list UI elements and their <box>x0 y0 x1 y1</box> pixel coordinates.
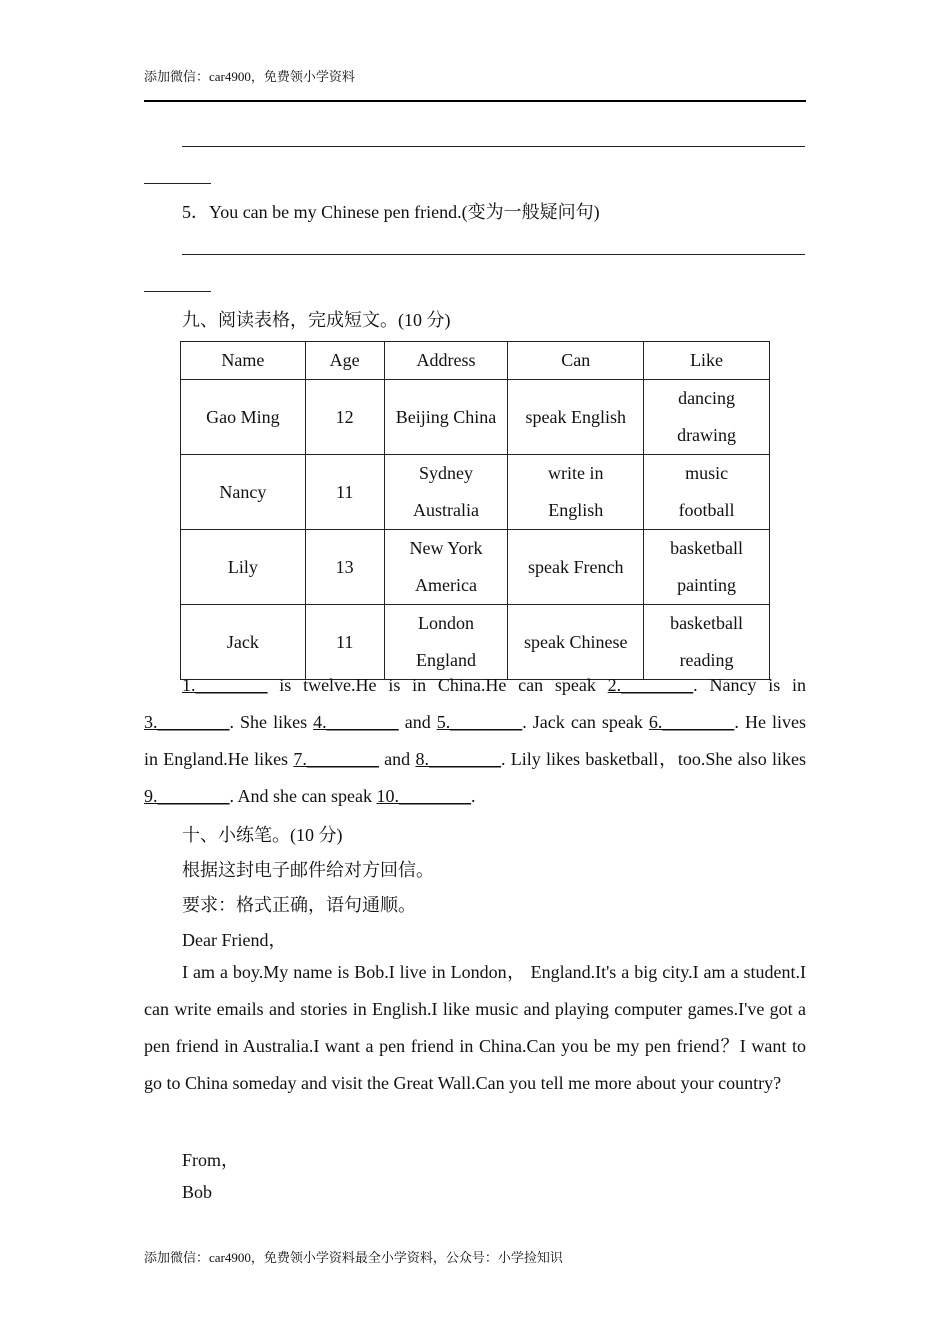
like-cell <box>644 530 770 605</box>
name-cell: Gao Ming <box>181 380 306 455</box>
section-10-requirement: 要求：格式正确，语句通顺。 <box>182 895 416 915</box>
cloze-passage <box>144 667 806 815</box>
header-cell: Can <box>508 342 644 380</box>
passage-text: . <box>470 786 476 806</box>
passage-text: . He lives in England.He likes <box>144 712 806 769</box>
letter-body <box>144 954 806 1102</box>
cell-line: drawing <box>677 425 737 445</box>
cell-line: speak Chinese <box>524 631 628 652</box>
cell-line: write in <box>548 463 604 483</box>
blank-5[interactable]: 5.________ <box>436 712 523 732</box>
blank-6[interactable]: 6.________ <box>648 712 735 732</box>
cell-line: basketball <box>670 613 744 633</box>
blank-7[interactable]: 7.________ <box>293 749 379 769</box>
section-10-title: 十、小练笔。(10 分) <box>182 825 343 845</box>
like-cell <box>644 380 770 455</box>
question-5: 5．You can be my Chinese pen friend.(变为一般疑问句) <box>182 202 600 222</box>
blank-9[interactable]: 9.________ <box>144 786 230 806</box>
cell-line: English <box>548 500 604 520</box>
blank-1[interactable]: 1.________ <box>182 675 268 695</box>
cell-line: Sydney <box>418 463 473 483</box>
passage-text: . Jack can speak <box>522 712 649 732</box>
header-cell: Address <box>384 342 508 380</box>
name-cell: Nancy <box>181 455 306 530</box>
blank-10[interactable]: 10.________ <box>376 786 471 806</box>
name-cell: Lily <box>181 530 306 605</box>
can-cell <box>508 530 644 605</box>
letter-signature: Bob <box>182 1182 213 1202</box>
info-table <box>180 341 770 680</box>
cell-line: New York <box>409 538 483 558</box>
address-cell <box>384 380 508 455</box>
header-cell: Like <box>644 342 770 380</box>
cell-line: England <box>415 650 476 670</box>
answer-line[interactable] <box>182 254 805 255</box>
passage-text: is twelve.He is in China.He can speak <box>267 675 608 695</box>
blank-3[interactable]: 3.________ <box>144 712 230 732</box>
can-cell <box>508 380 644 455</box>
blank-4[interactable]: 4.________ <box>313 712 399 732</box>
answer-line-continuation[interactable] <box>144 183 211 184</box>
like-cell <box>644 455 770 530</box>
page-header: 添加微信：car4900，免费领小学资料 <box>144 69 355 84</box>
cell-line: America <box>415 575 477 595</box>
name-cell: Jack <box>181 605 306 680</box>
letter-greeting: Dear Friend， <box>182 930 287 950</box>
table-row <box>181 530 770 605</box>
age-cell: 11 <box>305 455 384 530</box>
address-cell <box>384 455 508 530</box>
passage-text: . Nancy is in <box>693 675 806 695</box>
cell-line: basketball <box>670 538 744 558</box>
page-footer: 添加微信：car4900，免费领小学资料最全小学资料，公众号：小学捡知识 <box>144 1250 563 1265</box>
cell-line: Beijing China <box>395 406 497 427</box>
header-rule <box>144 100 806 102</box>
cell-line: painting <box>677 575 737 595</box>
age-cell: 12 <box>305 380 384 455</box>
cell-line: dancing <box>678 388 736 408</box>
blank-8[interactable]: 8.________ <box>415 749 501 769</box>
passage-text: . She likes <box>229 712 314 732</box>
passage-text: . And she can speak <box>229 786 377 806</box>
cell-line: Australia <box>412 500 479 520</box>
answer-line-continuation[interactable] <box>144 291 211 292</box>
header-cell: Name <box>181 342 306 380</box>
table-row <box>181 380 770 455</box>
age-cell: 13 <box>305 530 384 605</box>
table-row <box>181 455 770 530</box>
cell-line: speak French <box>528 556 624 577</box>
letter-body-text: I am a boy.My name is Bob.I live in London， England.It's a big city.I am a student.I can write emails and stories in English.I like music and playing computer games.I've got a pen friend in Australia.I want a pen friend in China.Can you be my pen friend？I want to go to China someday and visit the Great Wall.Can you tell me more about your country? <box>144 962 806 1093</box>
can-cell <box>508 455 644 530</box>
cell-line: reading <box>679 650 734 670</box>
address-cell <box>384 530 508 605</box>
header-cell: Age <box>305 342 384 380</box>
answer-line[interactable] <box>182 146 805 147</box>
age-cell: 11 <box>305 605 384 680</box>
letter-closing: From， <box>182 1150 240 1170</box>
passage-text: . Lily likes basketball，too.She also likes <box>500 749 806 769</box>
cell-line: London <box>417 613 474 633</box>
cell-line: speak English <box>525 406 626 427</box>
passage-text: and <box>398 712 437 732</box>
cell-line: football <box>678 500 735 520</box>
cell-line: music <box>685 463 729 483</box>
blank-2[interactable]: 2.________ <box>607 675 694 695</box>
table-header-row <box>181 342 770 380</box>
section-10-instruction: 根据这封电子邮件给对方回信。 <box>182 860 434 880</box>
passage-text: and <box>378 749 416 769</box>
section-9-title: 九、阅读表格，完成短文。(10 分) <box>182 310 451 330</box>
